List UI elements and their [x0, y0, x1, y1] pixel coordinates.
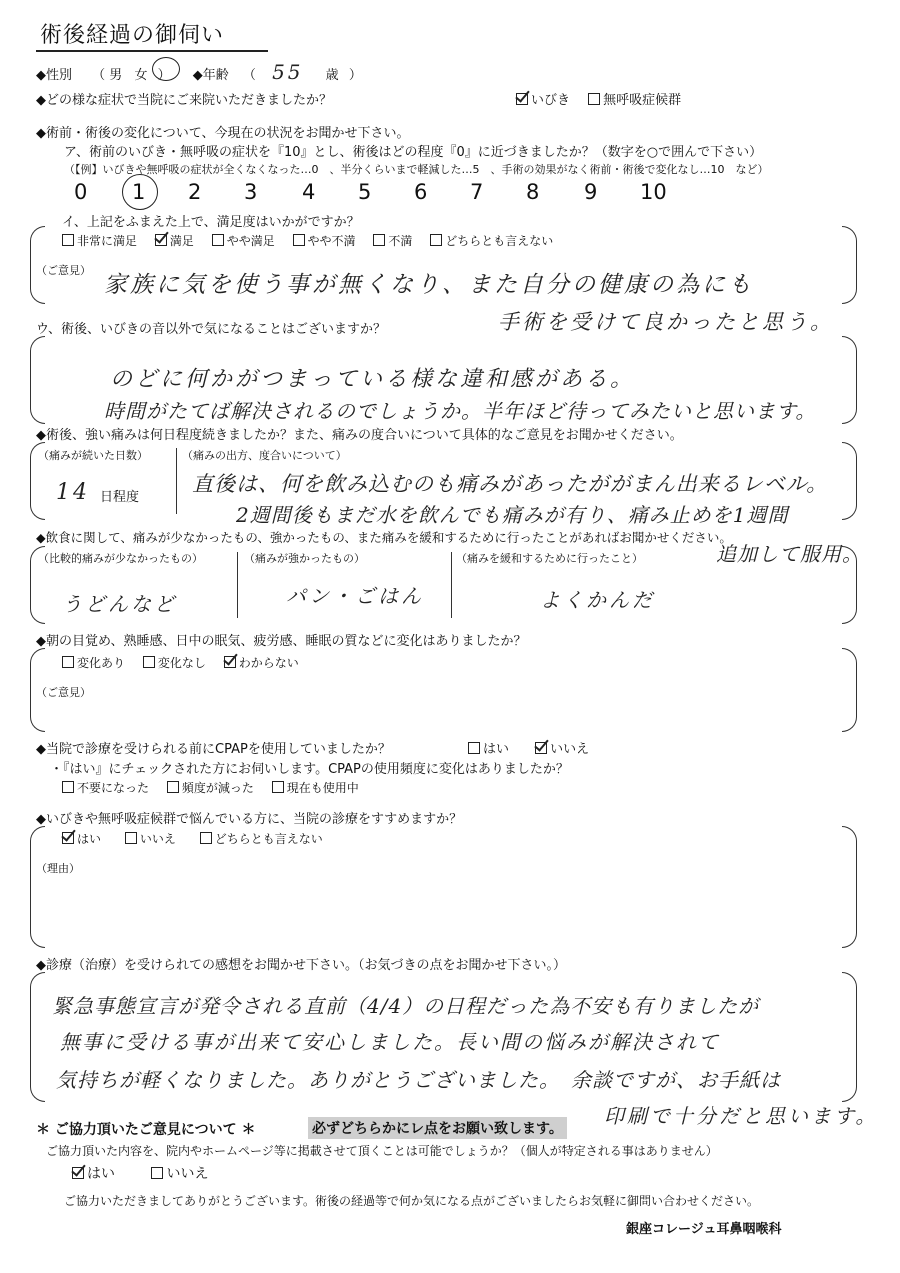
q8-bracket-left — [30, 972, 45, 1102]
q7-text: ◆いびきや無呼吸症候群で悩んでいる方に、当院の診療をすすめますか？ — [36, 812, 463, 827]
gender-female-selected[interactable]: 女 — [134, 68, 148, 83]
q6-sub-option[interactable]: 不要になった — [62, 779, 149, 796]
q3-answer-line1[interactable]: 直後は、何を飲み込むのも痛みがあったががまん出来るレベル。 — [192, 472, 829, 496]
page-title: 術後経過の御伺い — [40, 23, 225, 48]
scale-5[interactable]: 5 — [358, 180, 372, 204]
q3-days-unit: 日程度 — [100, 490, 140, 505]
q5-opinion-label: （ご意見） — [36, 686, 91, 699]
cooperation-heading: ＊ ご協力頂いたご意見について ＊ — [36, 1122, 256, 1138]
q5-options — [62, 654, 313, 671]
q6-sub-text: ・『はい』にチェックされた方にお伺いします。CPAPの使用頻度に変化はありましたか？ — [50, 762, 569, 777]
checkbox[interactable] — [143, 656, 155, 668]
q2-text: ◆術前・術後の変化について、今現在の状況をお聞かせ下さい。 — [36, 126, 410, 141]
q2i-option[interactable]: どちらとも言えない — [430, 232, 553, 249]
cooperation-options — [72, 1163, 222, 1183]
checkbox[interactable] — [167, 781, 179, 793]
q4-divider-2 — [451, 552, 452, 618]
q6-text: ◆当院で診療を受けられる前にCPAPを使用していましたか？ — [36, 742, 391, 757]
q3-bracket-right — [842, 442, 857, 520]
checkbox-checked[interactable] — [535, 742, 547, 754]
q1-option-ibiki[interactable]: いびき — [516, 89, 570, 108]
q4-col2-value[interactable]: パン・ごはん — [286, 584, 424, 608]
cooperation-option-no[interactable]: いいえ — [151, 1163, 208, 1183]
q2i-bracket-right — [842, 226, 857, 304]
q2u-bracket-left — [30, 336, 45, 424]
checkbox[interactable] — [272, 781, 284, 793]
q6-sub-option[interactable]: 頻度が減った — [167, 779, 254, 796]
checkbox[interactable] — [62, 234, 74, 246]
q8-answer-line2[interactable]: 無事に受ける事が出来て安心しました。長い間の悩みが解決されて — [60, 1030, 720, 1054]
cooperation-highlight: 必ずどちらかにレ点をお願い致します。 — [308, 1117, 567, 1139]
checkbox[interactable] — [62, 656, 74, 668]
age-label: ◆年齢 — [192, 68, 229, 83]
checkbox-checked[interactable] — [224, 656, 236, 668]
title-underline — [36, 50, 268, 52]
scale-10[interactable]: 10 — [640, 180, 667, 204]
q3-days-value[interactable]: 14 — [56, 480, 90, 505]
q2u-answer-line2[interactable]: 時間がたてば解決されるのでしょうか。半年ほど待ってみたいと思います。 — [104, 399, 817, 423]
q2i-answer-line1[interactable]: 家族に気を使う事が無くなり、また自分の健康の為にも — [104, 272, 754, 298]
q2i-opinion-label: （ご意見） — [36, 264, 91, 277]
q2i-option[interactable]: 満足 — [155, 232, 194, 249]
q4-col3-value[interactable]: よくかんだ — [540, 588, 655, 612]
q8-answer-line1[interactable]: 緊急事態宣言が発令される直前（4/4）の日程だった為不安も有りましたが — [52, 994, 760, 1018]
checkbox[interactable] — [200, 832, 212, 844]
q3-text: ◆術後、強い痛みは何日程度続きましたか？また、痛みの度合いについて具体的なご意見をお聞かせください。 — [36, 428, 683, 443]
q5-option[interactable]: 変化なし — [143, 654, 206, 671]
q7-option[interactable]: はい — [62, 830, 101, 847]
cooperation-option-yes[interactable]: はい — [72, 1163, 115, 1183]
q6-options — [468, 738, 603, 757]
q2u-bracket-right — [842, 336, 857, 424]
q5-option[interactable]: わからない — [224, 654, 299, 671]
checkbox[interactable] — [430, 234, 442, 246]
q7-bracket-right — [842, 826, 857, 948]
cooperation-question: ご協力頂いた内容を、院内やホームページ等に掲載させて頂くことは可能でしょうか？（個人が特定される事はありません） — [46, 1144, 718, 1158]
q2i-option[interactable]: 不満 — [373, 232, 412, 249]
q7-option[interactable]: いいえ — [125, 830, 176, 847]
q4-bracket-right — [842, 546, 857, 624]
q3-days-label: （痛みが続いた日数） — [38, 449, 148, 462]
q3-divider — [176, 448, 177, 514]
checkbox-checked[interactable] — [72, 1167, 84, 1179]
checkbox-checked[interactable] — [516, 93, 528, 105]
q3-degree-label: （痛みの出方、度合いについて） — [182, 449, 347, 462]
q6-sub-option[interactable]: 現在も使用中 — [272, 779, 359, 796]
q2-a-text: ア、術前のいびき・無呼吸の症状を『10』とし、術後はどの程度『0』に近づきましたか？（数字を○で囲んで下さい） — [64, 145, 763, 160]
scale-6[interactable]: 6 — [414, 180, 428, 204]
q2-example: （【例】いびきや無呼吸の症状が全くなくなった…0 、半分くらいまで軽減した…5 、手術の効果がなく術前・術後で変化なし…10 など） — [64, 163, 769, 176]
q2i-options — [62, 232, 567, 249]
scale-7[interactable]: 7 — [470, 180, 484, 204]
footer-thanks: ご協力いただきましてありがとうございます。術後の経過等で何か気になる点がございましたらお気軽に御問い合わせください。 — [64, 1194, 760, 1208]
checkbox-checked[interactable] — [62, 832, 74, 844]
age-unit: 歳 — [325, 68, 339, 83]
q5-option[interactable]: 変化あり — [62, 654, 125, 671]
scale-1[interactable]: 1 — [132, 180, 146, 204]
checkbox[interactable] — [468, 742, 480, 754]
q7-options — [62, 830, 337, 847]
scale-8[interactable]: 8 — [526, 180, 540, 204]
q4-divider-1 — [237, 552, 238, 618]
scale-3[interactable]: 3 — [244, 180, 258, 204]
q2i-option[interactable]: やや満足 — [212, 232, 275, 249]
checkbox[interactable] — [151, 1167, 163, 1179]
q2i-option[interactable]: やや不満 — [293, 232, 356, 249]
q2i-answer-line2[interactable]: 手術を受けて良かったと思う。 — [498, 310, 834, 334]
q3-answer-line2[interactable]: 2週間後もまだ水を飲んでも痛みが有り、痛み止めを1週間 — [236, 503, 789, 527]
q1-text: ◆どの様な症状で当院にご来院いただきましたか？ — [36, 93, 332, 108]
q7-reason-label: （理由） — [36, 862, 80, 875]
q6-sub-options — [62, 779, 373, 796]
gender-male[interactable]: 男 — [109, 68, 123, 83]
q7-option[interactable]: どちらとも言えない — [200, 830, 323, 847]
q7-bracket-left — [30, 826, 45, 948]
q1-option-apnea[interactable]: 無呼吸症候群 — [588, 89, 681, 108]
checkbox[interactable] — [588, 93, 600, 105]
scale-4[interactable]: 4 — [302, 180, 316, 204]
q8-answer-line4[interactable]: 印刷で十分だと思います。 — [604, 1104, 879, 1128]
clinic-name: 銀座コレージュ耳鼻咽喉科 — [626, 1222, 782, 1237]
checkbox[interactable] — [125, 832, 137, 844]
q2u-text: ウ、術後、いびきの音以外で気になることはございますか？ — [36, 322, 386, 337]
q5-bracket-right — [842, 648, 857, 732]
scale-9[interactable]: 9 — [584, 180, 598, 204]
checkbox[interactable] — [293, 234, 305, 246]
q4-col1-label: （比較的痛みが少なかったもの） — [38, 552, 203, 565]
q8-text: ◆診療（治療）を受けられての感想をお聞かせ下さい。（お気づきの点をお聞かせ下さい。） — [36, 958, 566, 973]
checkbox[interactable] — [373, 234, 385, 246]
gender-label: ◆性別 — [36, 68, 72, 83]
female-circle-mark — [152, 57, 180, 81]
q2i-option[interactable]: 非常に満足 — [62, 232, 137, 249]
q3-answer-line3[interactable]: 追加して服用。 — [716, 542, 863, 566]
q6-option-no[interactable]: いいえ — [535, 738, 589, 757]
q4-col2-label: （痛みが強かったもの） — [244, 552, 365, 565]
scale-2[interactable]: 2 — [188, 180, 202, 204]
q8-answer-line3[interactable]: 気持ちが軽くなりました。ありがとうございました。 余談ですが、お手紙は — [56, 1068, 781, 1092]
q6-option-yes[interactable]: はい — [468, 738, 509, 757]
scale-selected-circle — [122, 174, 158, 210]
q1-options — [516, 89, 695, 108]
checkbox[interactable] — [62, 781, 74, 793]
q5-text: ◆朝の目覚め、熟睡感、日中の眠気、疲労感、睡眠の質などに変化はありましたか？ — [36, 634, 527, 649]
q4-col1-value[interactable]: うどんなど — [62, 592, 177, 616]
q2u-answer-line1[interactable]: のどに何かがつまっている様な違和感がある。 — [110, 367, 636, 392]
checkbox-checked[interactable] — [155, 234, 167, 246]
age-value[interactable]: 55 — [272, 60, 304, 84]
q4-text: ◆飲食に関して、痛みが少なかったもの、強かったもの、また痛みを緩和するために行ったことがあればお聞かせください。 — [36, 530, 732, 545]
q8-bracket-right — [842, 972, 857, 1102]
scale-0[interactable]: 0 — [74, 180, 88, 204]
profile-row: ◆性別 （ 男 女 ） ◆年齢 （ 55 歳 ） — [36, 60, 362, 84]
checkbox[interactable] — [212, 234, 224, 246]
q4-col3-label: （痛みを緩和するために行ったこと） — [456, 552, 643, 565]
q2i-text: イ、上記をふまえた上で、満足度はいかがですか？ — [62, 215, 360, 230]
